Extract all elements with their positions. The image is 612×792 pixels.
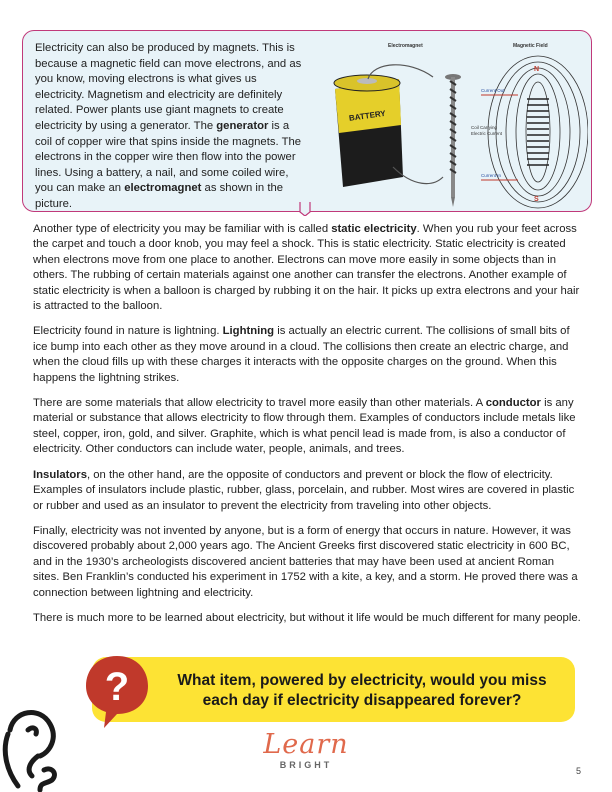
paragraph-static-electricity: Another type of electricity you may be familiar with is called static electricity. When you rub your feet across the carpet and touch a door knob, you may feel a shock. This is static electricity. Static electricity is created when electrons move from one place to another. Electrons can move more easily in some objects than in others. The rubbing of certain materials against one another can transfer the electrons. Another example of static electricity is when a balloon is charged by rubbing it on the hair. It picks up extra electrons and your hair is attracted to the balloon. [33, 223, 580, 313]
page-number: 5 [576, 766, 582, 776]
magnetic-field-label: Magnetic Field [513, 43, 548, 49]
logo-word: Learn [263, 729, 349, 760]
coil-label-line2: Electric Current [471, 131, 503, 136]
term-electromagnet: electromagnet [124, 182, 202, 195]
electromagnet-figure [313, 37, 588, 209]
thinking-person-icon [0, 690, 80, 792]
question-mark-glyph: ? [104, 665, 130, 709]
electromagnet-label: Electromagnet [388, 43, 423, 49]
question-text: What item, powered by electricity, would you miss each day if electricity disappeared forever? [177, 672, 547, 709]
term-generator: generator [216, 119, 269, 132]
paragraph-history: Finally, electricity was not invented by anyone, but is a form of energy that occurs in nature. However, it was discovered probably about 2,000 years ago. The Ancient Greeks first discovered static electricity in 600 BC, and in the 1930’s archeologists discovered ancient batteries that may have been used at ancient Roman sites. Ben Franklin’s conducted his experiment in 1752 with a kite, a key, and a storm. He proved there was a connection between lightning and electricity. [33, 524, 578, 599]
learn-bright-logo [245, 730, 367, 782]
logo-sub: BRIGHT [279, 760, 333, 770]
coil-illustration [527, 99, 549, 165]
box-tab-decoration [299, 202, 311, 216]
paragraph-conclusion: There is much more to be learned about electricity, but without it life would be much different for many people. [33, 611, 581, 624]
question-mark-icon [82, 652, 152, 730]
paragraph-lightning: Electricity found in nature is lightning. Lightning is actually an electric current. The collisions of small bits of ice bump into each other as they move around in a cloud. The collisions then create an electric charge, and when the cloud fills up with these charges it interacts with the opposite charges on the ground. When this happens the lightning strikes. [33, 325, 570, 384]
n-pole-label: N [534, 66, 540, 73]
magnetic-field-illustration [488, 56, 588, 208]
paragraph-conductors: There are some materials that allow electricity to travel more easily than other materials. A conductor is any material or substance that allows electricity to flow through them. Examples of conductors include metals like steel, copper, iron, gold, and silver. Graphite, which is what pencil lead is made from, is also a conductor of electricity. Other conductors can include water, people, animals, and trees. [33, 397, 576, 456]
battery-illustration [334, 75, 403, 187]
coil-label-line1: Coil Carrying [471, 125, 498, 130]
question-box [92, 657, 575, 722]
nail-illustration [445, 74, 461, 207]
s-pole-label: S [534, 196, 539, 203]
current-out-label: Current Out [481, 88, 505, 93]
intro-text: Electricity can also be produced by magnets. This is because a magnetic field can move electrons, and as you know, moving electrons is what gives us electricity. Magnetism and electricity are definitely related. Power plants use giant magnets to create electricity by using a generator. The generator is a coil of copper wire that spins inside the magnets. The electrons in the copper wire then flow into the power lines. Using a battery, a nail, and some coiled wire, you can make an electromagnet as shown in the picture. [35, 42, 302, 210]
intro-box [22, 30, 592, 212]
current-in-label: Current In [481, 173, 502, 178]
body-text [33, 222, 581, 636]
paragraph-insulators: Insulators, on the other hand, are the opposite of conductors and prevent or block the flow of electricity. Examples of insulators include plastic, rubber, glass, porcelain, and rubber. Most wires are covered in plastic or rubber and used as an insulator to prevent the electricity from traveling into other objects. [33, 468, 575, 512]
battery-label: BATTERY [348, 108, 387, 123]
